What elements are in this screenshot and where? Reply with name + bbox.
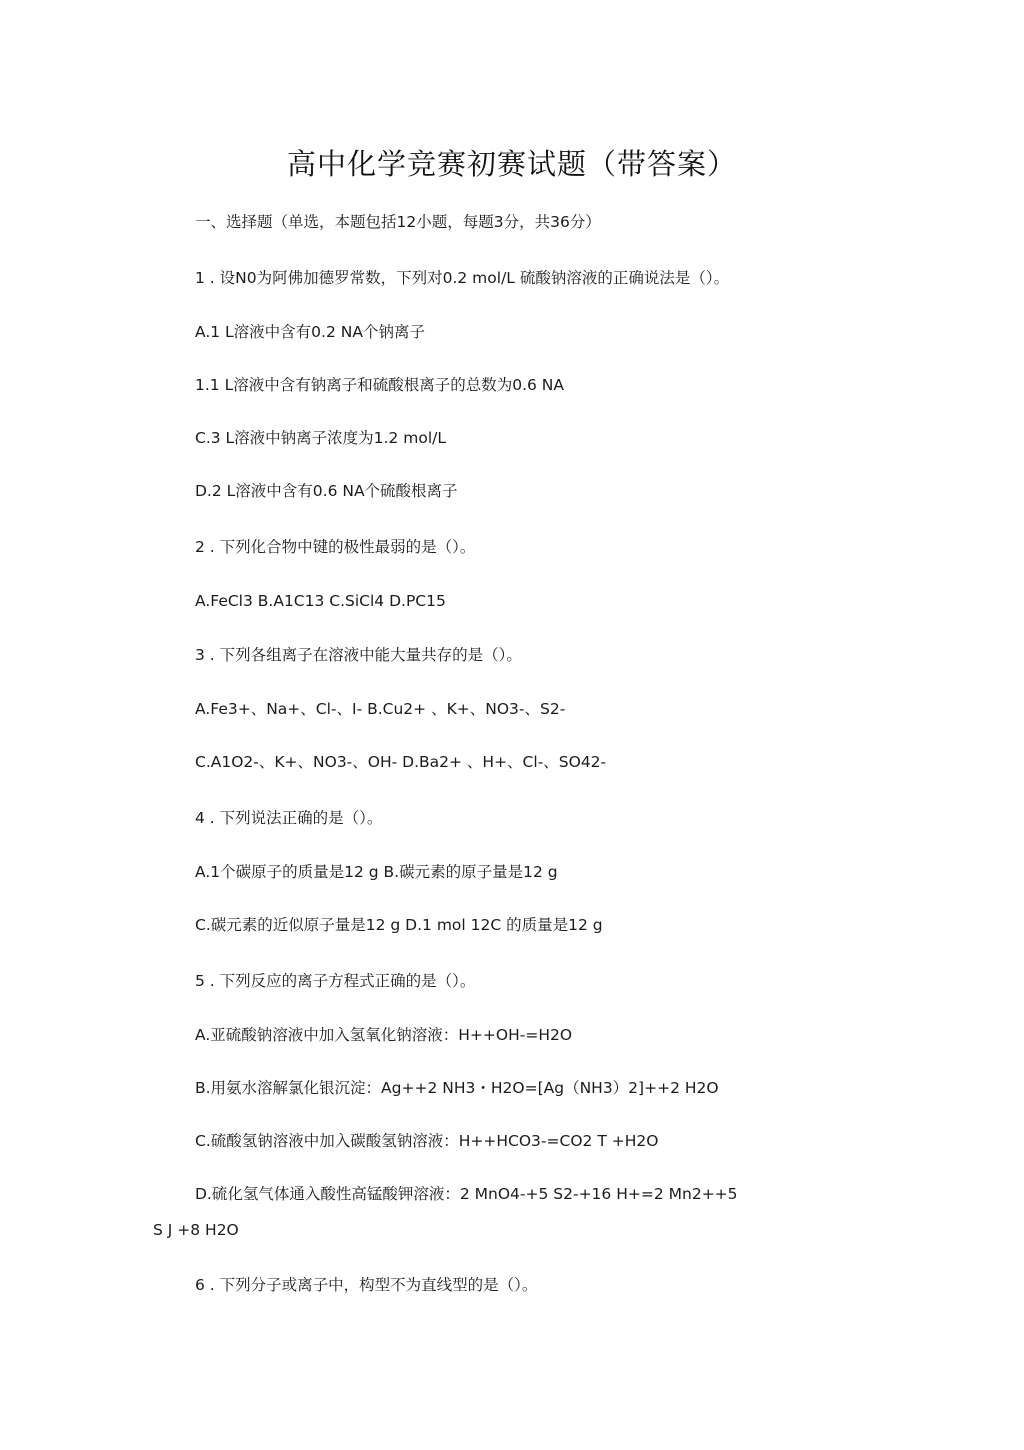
option-line: A.1个碳原子的质量是12 g B.碳元素的原子量是12 g bbox=[195, 863, 558, 881]
option-line-continued: S J +8 H2O bbox=[153, 1221, 239, 1239]
option-line: C.碳元素的近似原子量是12 g D.1 mol 12C 的质量是12 g bbox=[195, 916, 603, 934]
option-line: A.FeCl3 B.A1C13 C.SiCl4 D.PC15 bbox=[195, 592, 446, 610]
question-3: 3 . 下列各组离子在溶液中能大量共存的是（）。 bbox=[195, 646, 522, 664]
option-line: A.Fe3+、Na+、Cl-、I- B.Cu2+ 、K+、NO3-、S2- bbox=[195, 700, 566, 718]
question-6: 6 . 下列分子或离子中，构型不为直线型的是（）。 bbox=[195, 1276, 538, 1294]
option-line: C.硫酸氢钠溶液中加入碳酸氢钠溶液：H++HCO3-=CO2 T +H2O bbox=[195, 1132, 659, 1150]
question-2: 2 . 下列化合物中键的极性最弱的是（）。 bbox=[195, 538, 476, 556]
option-line: 1.1 L溶液中含有钠离子和硫酸根离子的总数为0.6 NA bbox=[195, 376, 564, 394]
section-heading: 一、选择题（单选，本题包括12小题，每题3分，共36分） bbox=[195, 213, 601, 231]
option-line: C.3 L溶液中钠离子浓度为1.2 mol/L bbox=[195, 429, 446, 447]
question-5: 5 . 下列反应的离子方程式正确的是（）。 bbox=[195, 972, 476, 990]
option-line: D.2 L溶液中含有0.6 NA个硫酸根离子 bbox=[195, 482, 458, 500]
option-line: A.1 L溶液中含有0.2 NA个钠离子 bbox=[195, 323, 425, 341]
option-line: C.A1O2-、K+、NO3-、OH- D.Ba2+ 、H+、Cl-、SO42- bbox=[195, 753, 607, 771]
document-title: 高中化学竞赛初赛试题（带答案） bbox=[286, 147, 737, 181]
question-1: 1 . 设N0为阿佛加德罗常数，下列对0.2 mol/L 硫酸钠溶液的正确说法是（）。 bbox=[195, 269, 730, 287]
option-line: D.硫化氢气体通入酸性高锰酸钾溶液：2 MnO4-+5 S2-+16 H+=2 Mn2++5 bbox=[195, 1185, 738, 1203]
question-4: 4 . 下列说法正确的是（）。 bbox=[195, 809, 383, 827]
option-line: B.用氨水溶解氯化银沉淀：Ag++2 NH3・H2O=[Ag（NH3）2]++2 H2O bbox=[195, 1079, 719, 1097]
option-line: A.亚硫酸钠溶液中加入氢氧化钠溶液：H++OH-=H2O bbox=[195, 1026, 573, 1044]
